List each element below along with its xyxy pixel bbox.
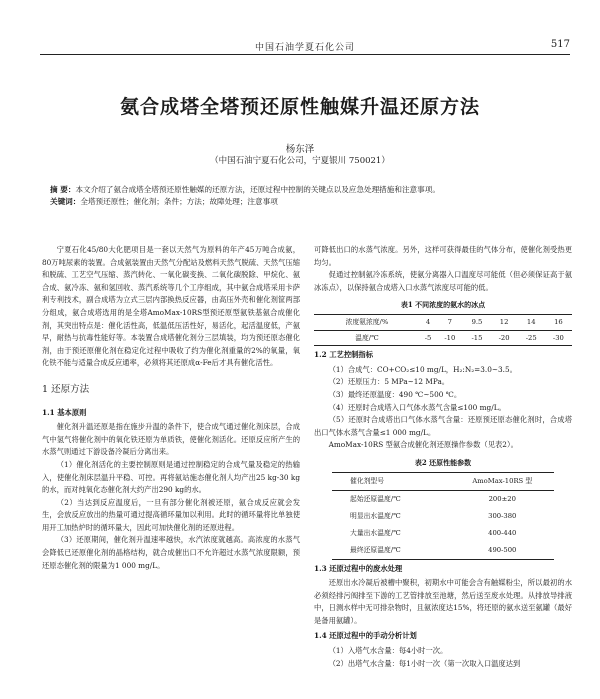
table-header-row [332, 472, 554, 490]
right-column [314, 244, 572, 670]
author: 杨东泽 [285, 144, 315, 155]
table-caption: 表2 还原性能参数 [414, 457, 472, 467]
list-item: （1）合成气：CO+CO₂≤10 mg/L，H₂:N₂=3.0~3.5。 [328, 364, 517, 374]
table-cell: -10 [444, 333, 456, 342]
list-item: （3）最终还原温度：490 ℃~500 ℃。 [328, 389, 462, 399]
table-cell: -5 [424, 333, 432, 342]
table-cell: 温度/℃ [355, 333, 379, 342]
table-caption: 表1 不同浓度的氨水的冰点 [400, 300, 486, 310]
paragraph: （1）入塔气水含量：每4小时一次。 [328, 646, 448, 656]
paragraph: （2）当达到反应温度后，一旦有部分催化剂被还原，氨合成反应就会发生，会放反应放出的热量可通过提高循环量加以利用。此时的循环量将比单独使用开工加热炉时的循环量大，因此可加快催化剂的还原进程。 [42, 497, 300, 532]
table-cell: 起始还原温度/℃ [350, 494, 401, 503]
table-header-cell: 7 [436, 314, 463, 330]
left-column [42, 244, 300, 572]
abstract-label: 摘 要： [50, 185, 76, 194]
keywords-text: 全塔预还原性；催化剂；条件；方法；故障处理；注意事项 [80, 197, 278, 206]
table-row [332, 542, 554, 560]
freezing-point-table [314, 314, 572, 346]
table-cell: 大量出水温度/℃ [350, 528, 401, 537]
table-cell: 200±20 [488, 494, 516, 503]
paragraph: 促通过控制氨冷冻系统，使氨分离器入口温度尽可能低（但必须保证高于氨冰冻点），以保持氨合成塔入口水蒸气浓度尽可能的低。 [314, 270, 572, 292]
table-header-cell: 14 [518, 314, 545, 330]
list-item: （4）还原时合成塔入口气体水蒸气含量≤100 mg/L。 [328, 402, 506, 412]
table-header-cell: 催化剂型号 [332, 472, 451, 490]
table-row [332, 490, 554, 508]
table-header-cell: 12 [491, 314, 518, 330]
section-heading: 1 还原方法 [42, 383, 90, 395]
table-header-cell: 浓度氨浓度/% [314, 314, 420, 330]
reduction-parameters-table [332, 472, 554, 560]
abstract [50, 184, 570, 208]
paragraph: 催化剂升温还原是指在施步升温的条件下，使合成气通过催化剂床层，合成气中氢气将催化剂中的氧化铁还原为单质铁，使催化剂活化。还原反应所产生的水蒸气则通过下游设备冷凝后分离出来。 [42, 422, 300, 457]
table-cell: 300-380 [488, 511, 517, 520]
abstract-line [50, 184, 570, 196]
table-cell: -20 [498, 333, 510, 342]
table-row [314, 330, 572, 346]
table-cell: 明显出水温度/℃ [350, 511, 401, 520]
list-item: （2）还原压力：5 MPa~12 MPa。 [328, 377, 450, 387]
paragraph: （1）催化剂活化的主要控制原则是通过控制稳定的合成气量及稳定的热输入，使催化剂床层温升平稳、可控。再将氨站施态催化剂人均产出25 kg-30 kg的水，而对纯氧化态催化剂大约产出290 kg的水。 [42, 459, 300, 495]
paper-title: 氨合成塔全塔预还原性触媒升温还原方法 [119, 96, 480, 118]
paragraph: 可降低出口的水蒸气浓度。另外，这样可获得最佳的气体分布，使催化剂受热更均匀。 [314, 245, 572, 267]
table-header-cell: 16 [545, 314, 572, 330]
table-cell: 490-500 [488, 545, 517, 554]
keywords-label: 关键词： [50, 197, 81, 206]
paragraph: （3）还原期间，催化剂升温速率越快，水汽浓度就越高。高浓度的水蒸气会降低已还原催化剂的晶格结构，就合成催出口不允许超过水蒸气浓度限额，预还原态催化剂的限量为1 000 mg/L。 [42, 535, 300, 570]
table-row [332, 508, 554, 525]
keywords-line [50, 196, 570, 208]
paragraph: AmoMax-10RS 型氨合成催化剂还原操作参数（见表2）。 [328, 440, 518, 450]
subsection-heading: 1.2 工艺控制指标 [314, 350, 374, 360]
subsection-heading: 1.1 基本原则 [42, 407, 87, 417]
table-header-cell: 4 [420, 314, 436, 330]
list-item: （5）还原时合成塔出口气体水蒸气含量：还原预还原态催化剂时，合成塔出口气体水蒸气含量≤1 000 mg/L。 [314, 415, 572, 437]
paragraph: 还原出水冷凝后被槽中聚积，初期水中可能会含有触媒粉尘，所以最初的水必须经排污阀排至下游的工艺管排放至池塘，然后送至废水处理。从排放导排液中，日测水样中无可排杂物时，且氨浓度达15%，将还原的氨水送至氨罐（最好是备用氨罐）。 [314, 578, 572, 625]
page-header [40, 38, 570, 55]
table-header-row [314, 314, 572, 330]
table-cell: -15 [471, 333, 483, 342]
intro-paragraph: 宁夏石化45/80大化肥项目是一套以天然气为原料的年产45万吨合成氨，80万吨尿素的装置。合成氨装置由天然气分配站及燃料天然气脱硫、天然气压缩和脱硫、工艺空气压缩、蒸汽转化、一氧化碳变换、二氧化碳脱除、甲烷化、氨合成、氨冷冻、氨和氢回收、蒸汽系统等几个工序组成，其中氨合成塔采用卡萨利专利技术，副合成塔为立式三层内部换热反应器，由高压外壳和催化剂筐两部分组成，氨合成塔选用的是全塔AmoMax-10RS型预还原型氨铁基氨合成催化剂，其突出特点是：催化活性高，低温低压活性好，易活化，起活温度低，产氨早，耐热与抗毒性能好等。本装置合成塔催化剂分三层填装，均为预还原态催化剂，由于预还原催化剂在稳定化过程中吸收了约为催化剂重量的2%的氧量，氧化铁不能与适量合成反应通率，必须将其还原成α-Fe后才具有催化活性。 [42, 245, 300, 368]
affiliation: （中国石油宁夏石化公司，宁夏银川 750021） [210, 156, 390, 166]
table-row [332, 525, 554, 542]
journal-name: 中国石油学夏石化公司 [254, 43, 355, 53]
table-cell: 400-440 [488, 528, 517, 537]
table-cell: -25 [525, 333, 537, 342]
table-cell: 最终还原温度/℃ [350, 545, 401, 554]
subsection-heading: 1.3 还原过程中的废水处理 [314, 563, 403, 573]
page-number: 517 [550, 39, 570, 50]
abstract-text: 本文介绍了氨合成塔全塔预还原性触媒的还原方法，还原过程中控制的关键点以及应急处理措施和注意事项。 [75, 185, 440, 194]
paragraph: （2）出塔气水含量：每1小时一次（第一次取入口温度达到 [328, 658, 521, 668]
table-header-cell: 9.5 [463, 314, 490, 330]
subsection-heading: 1.4 还原过程中的手动分析计划 [314, 631, 417, 641]
table-header-cell: AmoMax-10RS 型 [451, 472, 554, 490]
table-cell: -30 [552, 333, 564, 342]
